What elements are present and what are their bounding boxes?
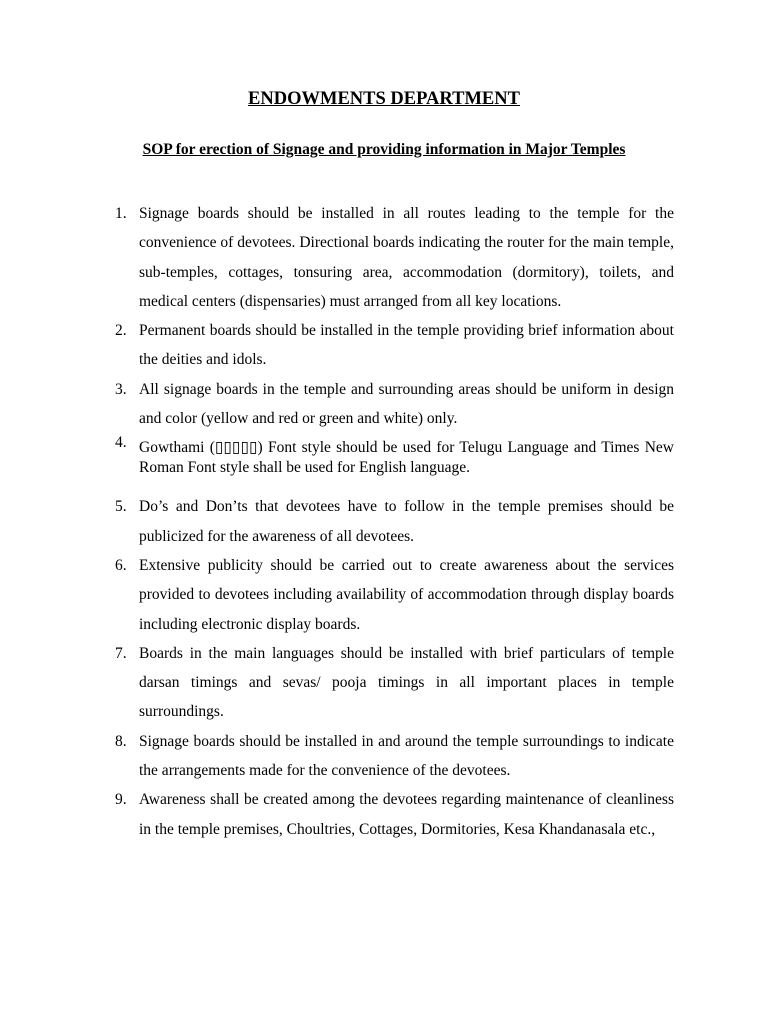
list-item-text: Do’s and Don’ts that devotees have to follow in the temple premises should be publicized for the awareness of all devotees. bbox=[139, 498, 674, 545]
list-item-text: All signage boards in the temple and surrounding areas should be uniform in design and color (yellow and red or green and white) only. bbox=[139, 380, 674, 428]
list-item-number: 4. bbox=[115, 434, 127, 452]
list-item-number: 3. bbox=[115, 380, 127, 398]
list-item-text: Gowthami (▯▯▯▯▯) Font style should be used for Telugu Language and Times New Roman Font style shall be used for English language. bbox=[139, 439, 674, 477]
list-item-number: 7. bbox=[115, 644, 127, 662]
list-item-text: Awareness shall be created among the devotees regarding maintenance of cleanliness in the temple premises, Choultries, Cottages, Dormitories, Kesa Khandanasala etc., bbox=[139, 791, 674, 838]
list-item-number: 1. bbox=[115, 205, 127, 222]
list-item bbox=[110, 639, 674, 727]
list-item-text: Signage boards should be installed in and around the temple surroundings to indicate the arrangements made for the convenience of the devotees. bbox=[139, 732, 674, 780]
list-item-number: 5. bbox=[115, 498, 127, 516]
list-item-text: Extensive publicity should be carried out to create awareness about the services provided to devotees including availability of accommodation through display boards including electronic display boards. bbox=[139, 556, 674, 633]
list-item bbox=[110, 551, 674, 639]
document-title: ENDOWMENTS DEPARTMENT bbox=[248, 89, 520, 109]
list-item-text: Signage boards should be installed in all routes leading to the temple for the convenience of devotees. Directional boards indicating the router for the main temple, sub-temples, cottages, tonsuring area, accommodation (dormitory), toilets, and medical centers (dispensaries) must arranged from all key locations. bbox=[139, 205, 674, 310]
sop-list bbox=[110, 199, 674, 844]
list-item bbox=[110, 785, 674, 844]
document-subtitle: SOP for erection of Signage and providing information in Major Temples bbox=[142, 141, 626, 158]
list-item bbox=[110, 433, 674, 492]
list-item-number: 9. bbox=[115, 791, 127, 809]
list-item bbox=[110, 492, 674, 551]
list-item bbox=[110, 375, 674, 434]
list-item-text: Permanent boards should be installed in the temple providing brief information about the deities and idols. bbox=[139, 322, 674, 369]
list-item-number: 6. bbox=[115, 556, 127, 574]
list-item-number: 2. bbox=[115, 322, 127, 340]
list-item bbox=[110, 199, 674, 316]
list-item bbox=[110, 727, 674, 786]
list-item-text: Boards in the main languages should be installed with brief particulars of temple darsan timings and sevas/ pooja timings in all important places in temple surroundings. bbox=[139, 644, 674, 721]
list-item-number: 8. bbox=[115, 732, 127, 750]
list-item bbox=[110, 316, 674, 375]
